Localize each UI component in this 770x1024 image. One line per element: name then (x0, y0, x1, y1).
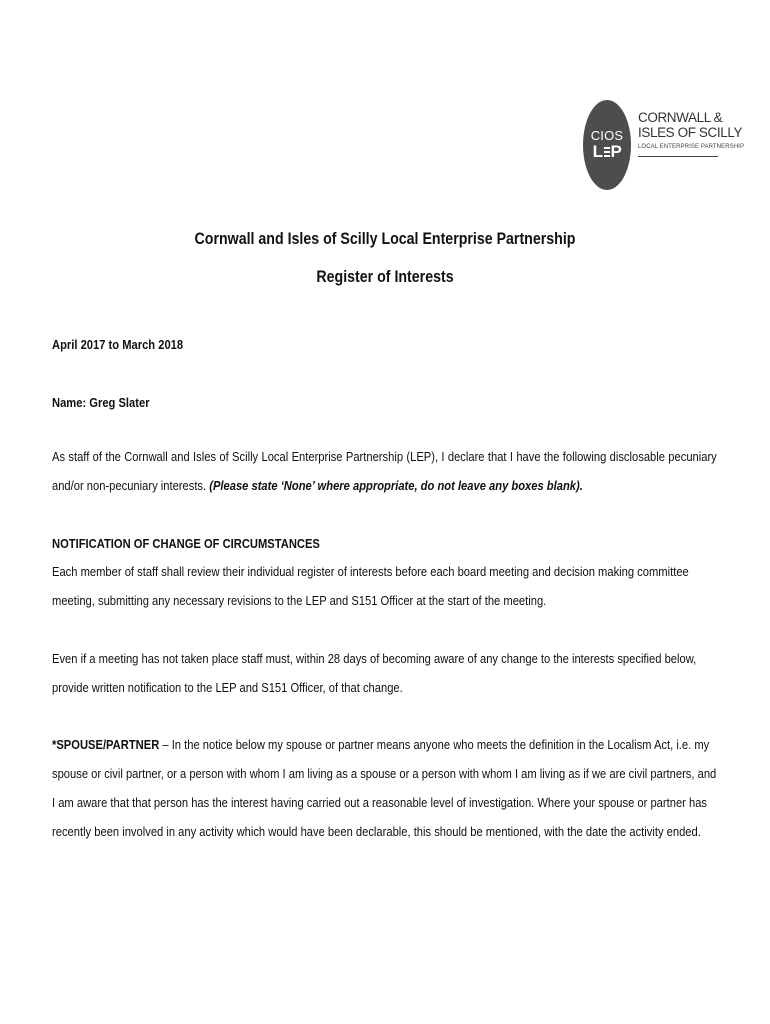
logo-badge-l: L (592, 142, 603, 161)
spouse-partner-label: *SPOUSE/PARTNER (52, 737, 160, 752)
logo-line-1: CORNWALL & (638, 110, 723, 125)
logo-underline (638, 156, 718, 157)
declaration-paragraph (52, 442, 717, 500)
document-title: Cornwall and Isles of Scilly Local Enterprise Partnership (194, 230, 576, 248)
logo-line-3: LOCAL ENTERPRISE PARTNERSHIP (638, 144, 745, 150)
logo-badge-e-bars (604, 145, 610, 159)
declarant-name: Name: Greg Slater (52, 395, 150, 410)
notification-paragraph: Each member of staff shall review their individual register of interests before each board meeting and decision making committee meeting, submitting any necessary revisions to the LEP and S151 Officer at the start of the meeting. (52, 564, 689, 608)
cios-lep-logo (583, 98, 745, 190)
logo-line-2: ISLES OF SCILLY (638, 125, 743, 140)
logo-badge-top: CIOS (590, 128, 624, 143)
spouse-partner-paragraph (52, 730, 717, 846)
declaration-note: (Please state ‘None’ where appropriate, do not leave any boxes blank). (209, 478, 583, 493)
spouse-partner-text: – In the notice below my spouse or partner means anyone who meets the definition in the Localism Act, i.e. my spouse or civil partner, or a person with whom I am living as a spouse or a person with whom I am living as if we are civil partners, and I am aware that that person has the interest having carried out a reasonable level of investigation. Where your spouse or partner has recently been involved in any activity which would have been declarable, this should be mentioned, with the date the activity ended. (52, 737, 717, 839)
notification-heading: NOTIFICATION OF CHANGE OF CIRCUMSTANCES (52, 536, 320, 551)
declaration-text: As staff of the Cornwall and Isles of Scilly Local Enterprise Partnership (LEP), I declare that I have the following disclosable pecuniary and/or non-pecuniary interests. (52, 449, 717, 493)
logo-wordmark (638, 110, 745, 157)
logo-badge (583, 100, 631, 190)
document-subtitle: Register of Interests (316, 268, 454, 286)
logo-badge-p: P (610, 142, 622, 161)
reporting-period: April 2017 to March 2018 (52, 337, 184, 352)
logo-badge-lep (593, 143, 622, 161)
change-notice-paragraph: Even if a meeting has not taken place staff must, within 28 days of becoming aware of any change to the interests specified below, provide written notification to the LEP and S151 Officer, of that change. (52, 651, 697, 695)
